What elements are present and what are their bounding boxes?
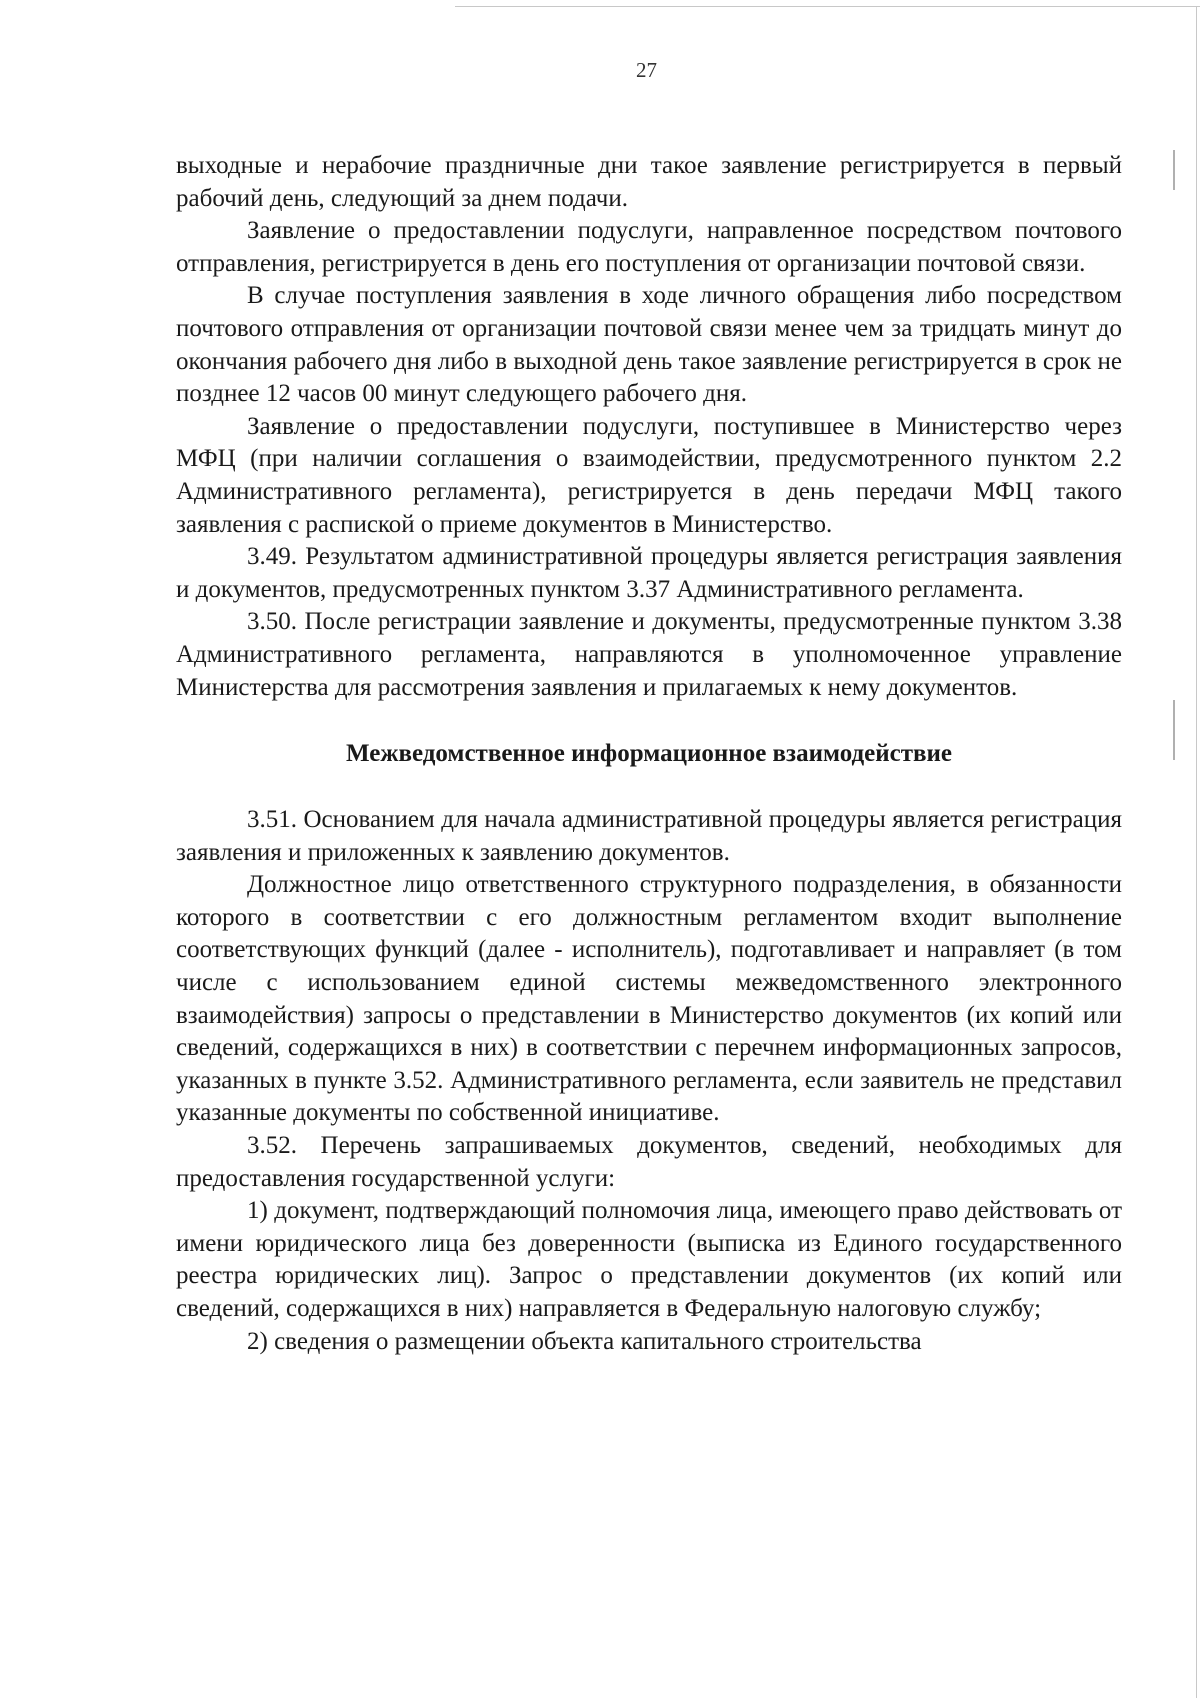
paragraph: Заявление о предоставлении подуслуги, направленное посредством почтового отправления, регистрируется в день его поступления от организации почтовой связи. (176, 217, 1122, 277)
paragraph-3-52: 3.52. Перечень запрашиваемых документов, сведений, необходимых для предоставления государственной услуги: (176, 1132, 1122, 1192)
scan-margin-mark (1173, 150, 1175, 190)
paragraph: Заявление о предоставлении подуслуги, поступившее в Министерство через МФЦ (при наличии соглашения о взаимодействии, предусмотренного пунктом 2.2 Административного регламента), регистрируется в день передачи МФЦ такого заявления с распиской о приеме документов в Министерство. (176, 412, 1122, 538)
section-heading: Межведомственное информационное взаимодействие (346, 740, 952, 768)
paragraph-3-50: 3.50. После регистрации заявление и документы, предусмотренные пунктом 3.38 Административного регламента, направляются в уполномоченное управление Министерства для рассмотрения заявления и прилагаемых к нему документов. (176, 608, 1122, 701)
paragraph-3-51: 3.51. Основанием для начала административной процедуры является регистрация заявления и приложенных к заявлению документов. (176, 806, 1122, 866)
paragraph: В случае поступления заявления в ходе личного обращения либо посредством почтового отправления от организации почтовой связи менее чем за тридцать минут до окончания рабочего дня либо в выходной день такое заявление регистрируется в срок не позднее 12 часов 00 минут следующего рабочего дня. (176, 282, 1122, 408)
document-body (176, 150, 1122, 1358)
list-item: 1) документ, подтверждающий полномочия лица, имеющего право действовать от имени юридического лица без доверенности (выписка из Единого государственного реестра юридических лиц). Запрос о представлении документов (их копий или сведений, содержащихся в них) направляется в Федеральную налоговую службу; (176, 1197, 1122, 1322)
paragraph-3-49: 3.49. Результатом административной процедуры является регистрация заявления и документов, предусмотренных пунктом 3.37 Административного регламента. (176, 543, 1122, 603)
scan-margin-mark (1173, 700, 1175, 760)
paragraph: выходные и нерабочие праздничные дни такое заявление регистрируется в первый рабочий день, следующий за днем подачи. (176, 152, 1122, 212)
scan-edge-right (1196, 6, 1197, 1698)
list-item: 2) сведения о размещении объекта капитального строительства (247, 1327, 922, 1355)
page-number: 27 (636, 58, 657, 82)
paragraph: Должностное лицо ответственного структурного подразделения, в обязанности которого в соответствии с его должностным регламентом входит выполнение соответствующих функций (далее - исполнитель), подготавливает и направляет (в том числе с использованием единой системы межведомственного электронного взаимодействия) запросы о представлении в Министерство документов (их копий или сведений, содержащихся в них) в соответствии с перечнем информационных запросов, указанных в пункте 3.52. Административного регламента, если заявитель не представил указанные документы по собственной инициативе. (176, 871, 1122, 1127)
scan-edge-top (455, 6, 1200, 7)
